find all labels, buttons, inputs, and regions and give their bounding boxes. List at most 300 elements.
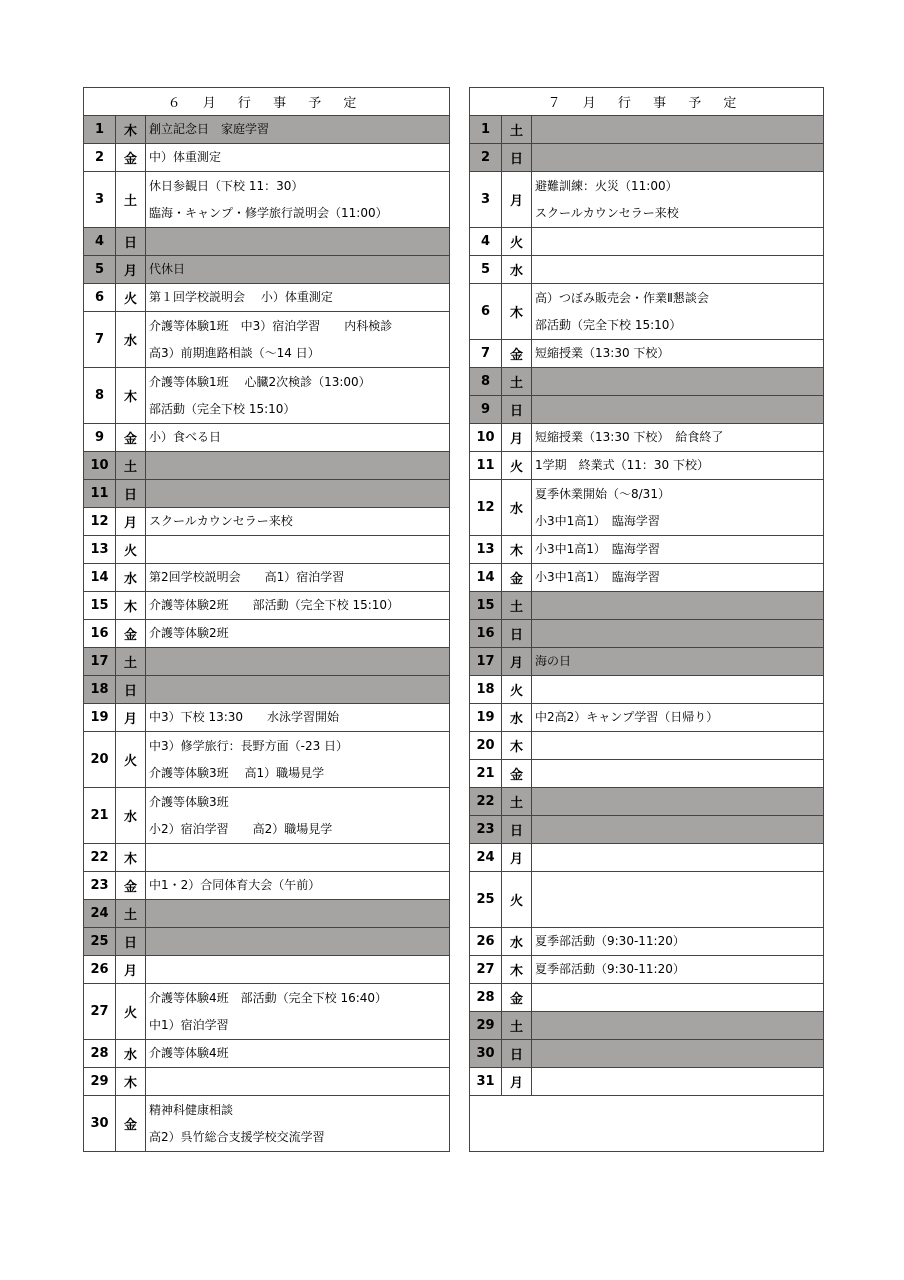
day-number: 27 bbox=[470, 956, 502, 984]
event-cell bbox=[532, 872, 824, 928]
weekday: 金 bbox=[116, 424, 146, 452]
day-number: 18 bbox=[470, 676, 502, 704]
day-number: 22 bbox=[84, 844, 116, 872]
calendar-row bbox=[84, 872, 450, 900]
event-text bbox=[149, 844, 449, 871]
calendar-row bbox=[84, 116, 450, 144]
day-number: 1 bbox=[84, 116, 116, 144]
calendar-row bbox=[470, 844, 824, 872]
weekday: 木 bbox=[502, 284, 532, 340]
calendar-row bbox=[470, 1040, 824, 1068]
weekday: 金 bbox=[116, 620, 146, 648]
day-number: 30 bbox=[84, 1096, 116, 1152]
event-text bbox=[535, 788, 823, 815]
calendar-row bbox=[84, 592, 450, 620]
event-cell bbox=[146, 424, 450, 452]
day-number: 23 bbox=[470, 816, 502, 844]
event-text: 高）つぼみ販売会・作業Ⅱ懇談会 bbox=[535, 290, 709, 305]
weekday: 金 bbox=[116, 144, 146, 172]
event-text: 夏季休業開始（～8/31） bbox=[535, 486, 670, 501]
day-number: 7 bbox=[84, 312, 116, 368]
calendar-row bbox=[470, 284, 824, 340]
event-cell bbox=[146, 788, 450, 844]
event-cell bbox=[146, 312, 450, 368]
event-text bbox=[149, 480, 449, 507]
weekday: 金 bbox=[502, 760, 532, 788]
weekday: 日 bbox=[502, 396, 532, 424]
event-cell bbox=[146, 732, 450, 788]
event-text bbox=[535, 873, 823, 900]
event-text bbox=[149, 956, 449, 983]
event-text bbox=[149, 1068, 449, 1095]
calendar-row bbox=[84, 256, 450, 284]
calendar-row bbox=[470, 732, 824, 760]
event-cell bbox=[532, 620, 824, 648]
calendar-row bbox=[470, 704, 824, 732]
day-number: 6 bbox=[84, 284, 116, 312]
calendar-row bbox=[470, 564, 824, 592]
event-text: 介護等体験4班 部活動（完全下校 16:40） bbox=[149, 990, 388, 1005]
event-cell bbox=[532, 816, 824, 844]
weekday: 日 bbox=[502, 816, 532, 844]
event-text bbox=[535, 900, 823, 927]
weekday: 月 bbox=[502, 1068, 532, 1096]
event-text: 夏季部活動（9:30-11:20） bbox=[535, 962, 685, 976]
event-cell bbox=[532, 396, 824, 424]
weekday: 水 bbox=[116, 1040, 146, 1068]
calendar-row bbox=[470, 648, 824, 676]
day-number: 8 bbox=[470, 368, 502, 396]
event-cell bbox=[532, 704, 824, 732]
weekday: 水 bbox=[116, 312, 146, 368]
day-number: 20 bbox=[84, 732, 116, 788]
event-cell bbox=[532, 676, 824, 704]
event-text: 小2）宿泊学習 高2）職場見学 bbox=[149, 821, 333, 836]
day-number: 6 bbox=[470, 284, 502, 340]
day-number: 2 bbox=[84, 144, 116, 172]
calendar-row bbox=[84, 844, 450, 872]
calendar-row bbox=[470, 256, 824, 284]
calendar-row bbox=[84, 144, 450, 172]
day-number: 7 bbox=[470, 340, 502, 368]
day-number: 23 bbox=[84, 872, 116, 900]
calendar-row bbox=[470, 1068, 824, 1096]
event-text bbox=[149, 928, 449, 955]
day-number: 1 bbox=[470, 116, 502, 144]
event-text: スクールカウンセラー来校 bbox=[535, 205, 679, 220]
event-text: 介護等体験4班 bbox=[149, 1046, 229, 1060]
event-text: 部活動（完全下校 15:10） bbox=[149, 401, 296, 416]
event-text bbox=[149, 452, 449, 479]
calendar-row bbox=[84, 536, 450, 564]
day-number: 28 bbox=[470, 984, 502, 1012]
calendar-row bbox=[470, 872, 824, 928]
event-text bbox=[149, 900, 449, 927]
event-text: 休日参観日（下校 11：30） bbox=[149, 178, 304, 193]
day-number: 20 bbox=[470, 732, 502, 760]
weekday: 土 bbox=[116, 452, 146, 480]
calendar-row bbox=[84, 228, 450, 256]
event-cell bbox=[146, 284, 450, 312]
calendar-row bbox=[470, 816, 824, 844]
weekday: 木 bbox=[502, 956, 532, 984]
weekday: 水 bbox=[502, 480, 532, 536]
calendar-row bbox=[84, 172, 450, 228]
event-cell bbox=[146, 1040, 450, 1068]
event-text: 部活動（完全下校 15:10） bbox=[535, 317, 682, 332]
calendar-row bbox=[470, 928, 824, 956]
weekday: 水 bbox=[116, 788, 146, 844]
weekday: 火 bbox=[502, 872, 532, 928]
day-number: 16 bbox=[84, 620, 116, 648]
event-cell bbox=[532, 788, 824, 816]
day-number: 3 bbox=[84, 172, 116, 228]
weekday: 金 bbox=[502, 340, 532, 368]
event-text bbox=[535, 984, 823, 1011]
event-cell bbox=[146, 116, 450, 144]
event-cell bbox=[146, 900, 450, 928]
weekday: 木 bbox=[502, 732, 532, 760]
day-number: 9 bbox=[84, 424, 116, 452]
event-text: 中1）宿泊学習 bbox=[149, 1017, 229, 1032]
day-number: 4 bbox=[470, 228, 502, 256]
day-number: 8 bbox=[84, 368, 116, 424]
day-number: 24 bbox=[470, 844, 502, 872]
weekday: 火 bbox=[502, 676, 532, 704]
day-number: 3 bbox=[470, 172, 502, 228]
day-number: 11 bbox=[470, 452, 502, 480]
event-cell bbox=[146, 984, 450, 1040]
event-text bbox=[535, 228, 823, 255]
event-text: 1学期 終業式（11：30 下校） bbox=[535, 458, 709, 472]
day-number: 29 bbox=[470, 1012, 502, 1040]
event-text: 短縮授業（13:30 下校） 給食終了 bbox=[535, 430, 724, 444]
event-cell bbox=[532, 1040, 824, 1068]
day-number: 24 bbox=[84, 900, 116, 928]
calendar-row bbox=[84, 620, 450, 648]
event-text: 代休日 bbox=[149, 262, 186, 276]
event-text bbox=[535, 816, 823, 843]
day-number: 14 bbox=[84, 564, 116, 592]
event-text bbox=[535, 1068, 823, 1095]
event-cell bbox=[146, 144, 450, 172]
day-number: 25 bbox=[470, 872, 502, 928]
event-text bbox=[535, 396, 823, 423]
event-cell bbox=[532, 340, 824, 368]
day-number: 28 bbox=[84, 1040, 116, 1068]
event-cell bbox=[532, 116, 824, 144]
event-cell bbox=[146, 228, 450, 256]
weekday: 月 bbox=[116, 508, 146, 536]
weekday: 月 bbox=[502, 844, 532, 872]
event-text bbox=[535, 732, 823, 759]
blank-row bbox=[470, 1096, 824, 1152]
weekday: 土 bbox=[502, 592, 532, 620]
day-number: 21 bbox=[84, 788, 116, 844]
calendar-row bbox=[84, 368, 450, 424]
event-cell bbox=[146, 508, 450, 536]
event-cell bbox=[532, 564, 824, 592]
calendar-row bbox=[84, 788, 450, 844]
event-text: 中3）修学旅行：長野方面（-23 日） bbox=[149, 738, 349, 753]
day-number: 13 bbox=[470, 536, 502, 564]
weekday: 月 bbox=[502, 424, 532, 452]
event-cell bbox=[146, 256, 450, 284]
calendar-row bbox=[84, 928, 450, 956]
weekday: 土 bbox=[116, 900, 146, 928]
weekday: 土 bbox=[502, 116, 532, 144]
weekday: 土 bbox=[116, 172, 146, 228]
weekday: 月 bbox=[502, 172, 532, 228]
weekday: 木 bbox=[116, 1068, 146, 1096]
calendar-row bbox=[470, 396, 824, 424]
calendar-row bbox=[84, 704, 450, 732]
event-cell bbox=[532, 172, 824, 228]
weekday: 月 bbox=[116, 956, 146, 984]
day-number: 15 bbox=[470, 592, 502, 620]
event-text bbox=[535, 760, 823, 787]
calendar-row bbox=[470, 620, 824, 648]
event-text: 海の日 bbox=[535, 654, 572, 668]
event-cell bbox=[146, 172, 450, 228]
calendar-row bbox=[470, 340, 824, 368]
event-cell bbox=[532, 928, 824, 956]
calendar-row bbox=[84, 564, 450, 592]
calendar-row bbox=[84, 1040, 450, 1068]
calendar-row bbox=[84, 284, 450, 312]
event-text: 高2）呉竹総合支援学校交流学習 bbox=[149, 1129, 325, 1144]
calendar-row bbox=[470, 956, 824, 984]
day-number: 19 bbox=[470, 704, 502, 732]
day-number: 21 bbox=[470, 760, 502, 788]
event-text: 短縮授業（13:30 下校） bbox=[535, 346, 670, 360]
event-text bbox=[535, 592, 823, 619]
weekday: 火 bbox=[502, 452, 532, 480]
day-number: 17 bbox=[84, 648, 116, 676]
event-cell bbox=[146, 592, 450, 620]
calendar-row bbox=[470, 368, 824, 396]
event-text: 介護等体験1班 中3）宿泊学習 内科検診 bbox=[149, 318, 393, 333]
event-text: 小）食べる日 bbox=[149, 430, 222, 444]
event-cell bbox=[532, 480, 824, 536]
event-cell bbox=[146, 1068, 450, 1096]
day-number: 15 bbox=[84, 592, 116, 620]
calendar-row bbox=[84, 1068, 450, 1096]
july-title: ７ 月 行 事 予 定 bbox=[470, 88, 824, 116]
weekday: 土 bbox=[116, 648, 146, 676]
weekday: 土 bbox=[502, 368, 532, 396]
event-cell bbox=[532, 452, 824, 480]
day-number: 19 bbox=[84, 704, 116, 732]
weekday: 木 bbox=[502, 536, 532, 564]
event-cell bbox=[532, 424, 824, 452]
event-cell bbox=[532, 760, 824, 788]
weekday: 火 bbox=[116, 984, 146, 1040]
day-number: 26 bbox=[84, 956, 116, 984]
weekday: 金 bbox=[502, 564, 532, 592]
weekday: 木 bbox=[116, 592, 146, 620]
event-cell bbox=[532, 536, 824, 564]
weekday: 土 bbox=[502, 1012, 532, 1040]
event-text: 介護等体験2班 bbox=[149, 626, 229, 640]
event-cell bbox=[532, 592, 824, 620]
event-text: 避難訓練：火災（11:00） bbox=[535, 178, 678, 193]
event-cell bbox=[146, 928, 450, 956]
calendar-row bbox=[470, 144, 824, 172]
event-text: 中1・2）合同体育大会（午前） bbox=[149, 878, 321, 892]
day-number: 11 bbox=[84, 480, 116, 508]
day-number: 9 bbox=[470, 396, 502, 424]
weekday: 木 bbox=[116, 368, 146, 424]
event-cell bbox=[532, 256, 824, 284]
day-number: 12 bbox=[470, 480, 502, 536]
event-text bbox=[535, 844, 823, 871]
event-text: 夏季部活動（9:30-11:20） bbox=[535, 934, 685, 948]
weekday: 水 bbox=[502, 256, 532, 284]
calendar-row bbox=[84, 1096, 450, 1152]
event-text bbox=[149, 228, 449, 255]
day-number: 2 bbox=[470, 144, 502, 172]
event-text: 高3）前期進路相談（～14 日） bbox=[149, 345, 320, 360]
event-text: 介護等体験1班 心臓2次検診（13:00） bbox=[149, 374, 371, 389]
event-text: スクールカウンセラー来校 bbox=[149, 514, 293, 528]
event-text bbox=[149, 648, 449, 675]
event-text: 小3中1高1） 臨海学習 bbox=[535, 542, 660, 556]
day-number: 16 bbox=[470, 620, 502, 648]
day-number: 12 bbox=[84, 508, 116, 536]
event-text bbox=[535, 368, 823, 395]
day-number: 18 bbox=[84, 676, 116, 704]
event-cell bbox=[532, 228, 824, 256]
event-cell bbox=[532, 1068, 824, 1096]
weekday: 日 bbox=[502, 144, 532, 172]
calendar-row bbox=[84, 312, 450, 368]
event-cell bbox=[532, 732, 824, 760]
event-text bbox=[535, 676, 823, 703]
event-cell bbox=[532, 648, 824, 676]
event-cell bbox=[146, 676, 450, 704]
event-cell bbox=[532, 144, 824, 172]
weekday: 火 bbox=[116, 284, 146, 312]
weekday: 日 bbox=[116, 228, 146, 256]
day-number: 29 bbox=[84, 1068, 116, 1096]
event-text: 中2高2）キャンプ学習（日帰り） bbox=[535, 710, 719, 724]
calendar-row bbox=[470, 788, 824, 816]
event-text bbox=[535, 1012, 823, 1039]
event-cell bbox=[532, 368, 824, 396]
event-text bbox=[535, 620, 823, 647]
calendar-row bbox=[84, 508, 450, 536]
event-cell bbox=[146, 1096, 450, 1152]
weekday: 金 bbox=[116, 872, 146, 900]
weekday: 火 bbox=[502, 228, 532, 256]
day-number: 4 bbox=[84, 228, 116, 256]
calendar-row bbox=[84, 424, 450, 452]
calendar-row bbox=[84, 900, 450, 928]
weekday: 水 bbox=[502, 928, 532, 956]
weekday: 日 bbox=[116, 676, 146, 704]
weekday: 月 bbox=[116, 704, 146, 732]
event-cell bbox=[532, 956, 824, 984]
event-cell bbox=[146, 368, 450, 424]
calendar-row bbox=[470, 760, 824, 788]
calendar-row bbox=[84, 676, 450, 704]
calendar-row bbox=[470, 172, 824, 228]
event-cell bbox=[146, 956, 450, 984]
weekday: 火 bbox=[116, 732, 146, 788]
day-number: 22 bbox=[470, 788, 502, 816]
event-text: 中3）下校 13:30 水泳学習開始 bbox=[149, 710, 340, 724]
weekday: 木 bbox=[116, 116, 146, 144]
event-text bbox=[535, 116, 823, 143]
day-number: 10 bbox=[470, 424, 502, 452]
weekday: 日 bbox=[502, 620, 532, 648]
event-cell bbox=[146, 648, 450, 676]
calendar-row bbox=[470, 228, 824, 256]
weekday: 土 bbox=[502, 788, 532, 816]
event-text bbox=[535, 1040, 823, 1067]
day-number: 17 bbox=[470, 648, 502, 676]
calendar-row bbox=[84, 648, 450, 676]
event-cell bbox=[146, 620, 450, 648]
calendar-row bbox=[470, 424, 824, 452]
event-text: 介護等体験3班 高1）職場見学 bbox=[149, 765, 325, 780]
event-text bbox=[149, 536, 449, 563]
event-text: 介護等体験3班 bbox=[149, 794, 229, 809]
event-cell bbox=[532, 844, 824, 872]
calendar-row bbox=[470, 984, 824, 1012]
day-number: 30 bbox=[470, 1040, 502, 1068]
day-number: 13 bbox=[84, 536, 116, 564]
calendar-row bbox=[470, 1012, 824, 1040]
day-number: 27 bbox=[84, 984, 116, 1040]
weekday: 火 bbox=[116, 536, 146, 564]
calendar-row bbox=[470, 536, 824, 564]
event-text: 第１回学校説明会 小）体重測定 bbox=[149, 290, 333, 304]
day-number: 10 bbox=[84, 452, 116, 480]
event-cell bbox=[146, 536, 450, 564]
event-cell bbox=[532, 984, 824, 1012]
weekday: 水 bbox=[116, 564, 146, 592]
event-cell bbox=[146, 480, 450, 508]
weekday: 月 bbox=[116, 256, 146, 284]
calendar-row bbox=[470, 116, 824, 144]
calendar-row bbox=[84, 984, 450, 1040]
calendar-row bbox=[470, 592, 824, 620]
event-cell bbox=[146, 844, 450, 872]
july-schedule-table bbox=[469, 87, 824, 1152]
event-text: 小3中1高1） 臨海学習 bbox=[535, 570, 660, 584]
day-number: 5 bbox=[84, 256, 116, 284]
day-number: 14 bbox=[470, 564, 502, 592]
weekday: 金 bbox=[116, 1096, 146, 1152]
calendar-row bbox=[470, 480, 824, 536]
calendar-row bbox=[84, 956, 450, 984]
weekday: 月 bbox=[502, 648, 532, 676]
event-cell bbox=[146, 452, 450, 480]
calendar-row bbox=[84, 480, 450, 508]
event-text: 小3中1高1） 臨海学習 bbox=[535, 513, 660, 528]
june-schedule-table bbox=[83, 87, 450, 1152]
event-text: 精神科健康相談 bbox=[149, 1102, 234, 1117]
calendar-row bbox=[470, 676, 824, 704]
event-text: 臨海・キャンプ・修学旅行説明会（11:00） bbox=[149, 205, 388, 220]
day-number: 25 bbox=[84, 928, 116, 956]
event-cell bbox=[532, 1012, 824, 1040]
june-title: ６ 月 行 事 予 定 bbox=[84, 88, 450, 116]
calendar-row bbox=[470, 452, 824, 480]
event-text bbox=[535, 256, 823, 283]
